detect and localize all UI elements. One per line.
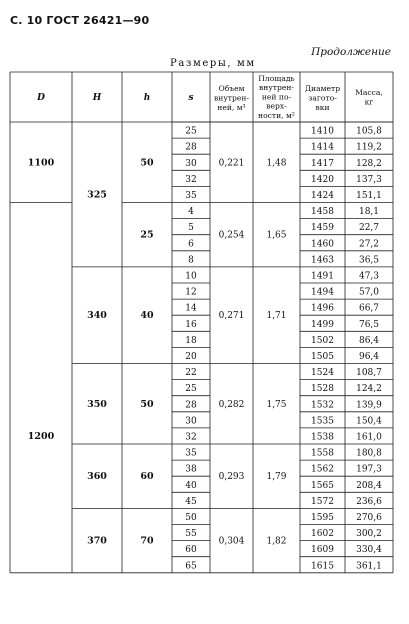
cell-s: 32: [185, 174, 197, 185]
cell-mass: 96,4: [358, 351, 380, 362]
cell-mass: 47,3: [358, 271, 380, 282]
cell-diameter: 1532: [311, 400, 334, 411]
cell-volume: 0,293: [218, 472, 245, 483]
cell-mass: 236,6: [356, 496, 382, 507]
cell-mass: 150,4: [356, 416, 382, 427]
cell-s: 38: [185, 464, 197, 475]
cell-volume: 0,304: [218, 536, 245, 547]
cell-diameter: 1602: [311, 529, 334, 540]
cell-area: 1,48: [266, 158, 287, 169]
cell-mass: 124,2: [356, 384, 382, 395]
header-area: Площадь: [258, 74, 295, 83]
cell-mass: 108,7: [356, 368, 382, 379]
cell-volume: 0,282: [218, 399, 245, 410]
cell-diameter: 1494: [311, 287, 334, 298]
cell-H: 360: [87, 471, 107, 483]
cell-s: 30: [185, 416, 197, 427]
cell-diameter: 1565: [311, 480, 334, 491]
cell-mass: 57,0: [358, 287, 380, 298]
cell-diameter: 1528: [311, 384, 334, 395]
cell-mass: 36,5: [358, 255, 380, 266]
cell-s: 25: [185, 384, 197, 395]
cell-diameter: 1424: [311, 190, 334, 201]
cell-H: 340: [87, 310, 107, 322]
cell-mass: 300,2: [356, 529, 382, 540]
header-volume: Объем: [218, 84, 245, 93]
cell-D: 1200: [27, 430, 55, 442]
header-H: H: [92, 93, 102, 103]
cell-s: 40: [185, 480, 197, 491]
header-diameter: вки: [315, 103, 330, 112]
cell-area: 1,65: [266, 230, 287, 241]
header-diameter: Диаметр: [304, 84, 341, 93]
cell-H: 350: [87, 398, 107, 410]
cell-h: 60: [140, 471, 154, 483]
cell-s: 28: [185, 400, 197, 411]
cell-s: 60: [185, 545, 197, 556]
cell-H: 325: [87, 189, 107, 201]
cell-mass: 119,2: [356, 142, 382, 153]
header-volume: ней, м³: [217, 103, 246, 112]
cell-s: 16: [185, 319, 197, 330]
cell-s: 20: [185, 351, 197, 362]
cell-diameter: 1499: [311, 319, 334, 330]
cell-mass: 22,7: [358, 223, 380, 234]
cell-mass: 66,7: [358, 303, 380, 314]
dimensions-label: Размеры, мм: [170, 58, 256, 69]
cell-diameter: 1410: [311, 126, 334, 137]
cell-mass: 105,8: [356, 126, 382, 137]
cell-diameter: 1615: [311, 561, 334, 572]
cell-volume: 0,271: [218, 311, 245, 322]
cell-mass: 208,4: [356, 480, 382, 491]
cell-s: 25: [185, 126, 197, 137]
cell-diameter: 1538: [311, 432, 334, 443]
cell-diameter: 1417: [311, 158, 334, 169]
cell-diameter: 1491: [311, 271, 334, 282]
cell-diameter: 1562: [311, 464, 334, 475]
cell-s: 4: [188, 207, 194, 218]
header-mass: кг: [364, 97, 374, 107]
cell-h: 50: [140, 398, 154, 410]
header-s: s: [188, 93, 194, 103]
cell-area: 1,82: [266, 536, 287, 547]
header-area: верх-: [266, 101, 287, 111]
cell-diameter: 1414: [311, 142, 334, 153]
cell-diameter: 1459: [311, 223, 334, 234]
cell-diameter: 1558: [311, 448, 334, 459]
cell-mass: 151,1: [356, 190, 382, 201]
header-D: D: [37, 93, 45, 103]
header-area: ней по-: [261, 92, 292, 102]
cell-mass: 139,9: [356, 400, 382, 411]
cell-mass: 330,4: [356, 545, 382, 556]
cell-diameter: 1505: [311, 351, 334, 362]
cell-h: 40: [140, 310, 154, 322]
cell-s: 10: [185, 271, 197, 282]
cell-diameter: 1420: [311, 174, 334, 185]
cell-mass: 128,2: [356, 158, 382, 169]
cell-mass: 197,3: [356, 464, 382, 475]
cell-H: 370: [87, 535, 107, 547]
cell-diameter: 1572: [311, 496, 334, 507]
cell-h: 70: [140, 535, 154, 547]
cell-diameter: 1595: [311, 512, 334, 523]
cell-mass: 161,0: [356, 432, 382, 443]
cell-diameter: 1524: [311, 368, 334, 379]
cell-s: 30: [185, 158, 197, 169]
cell-D: 1100: [27, 157, 55, 169]
cell-mass: 270,6: [356, 512, 382, 523]
cell-s: 8: [188, 255, 194, 266]
header-area: внутрен-: [259, 83, 294, 93]
cell-s: 12: [185, 287, 197, 298]
cell-mass: 137,3: [356, 174, 382, 185]
cell-mass: 86,4: [358, 335, 380, 346]
cell-volume: 0,221: [218, 158, 245, 169]
cell-s: 35: [185, 448, 197, 459]
cell-volume: 0,254: [218, 230, 245, 241]
cell-mass: 361,1: [356, 561, 382, 572]
header-volume: внутрен-: [214, 93, 249, 103]
cell-diameter: 1535: [311, 416, 334, 427]
cell-diameter: 1460: [311, 239, 334, 250]
cell-s: 50: [185, 512, 197, 523]
header-mass: Масса,: [355, 88, 383, 97]
header-diameter: загото-: [308, 93, 337, 103]
cell-s: 45: [185, 496, 197, 507]
cell-s: 14: [185, 303, 197, 314]
cell-s: 5: [188, 223, 194, 234]
cell-diameter: 1458: [311, 207, 334, 218]
cell-area: 1,79: [266, 472, 287, 483]
continuation-label: Продолжение: [311, 46, 391, 58]
cell-s: 18: [185, 335, 197, 346]
cell-diameter: 1496: [311, 303, 334, 314]
cell-s: 35: [185, 190, 197, 201]
cell-h: 50: [140, 157, 154, 169]
cell-h: 25: [140, 229, 154, 241]
cell-mass: 27,2: [358, 239, 380, 250]
cell-mass: 18,1: [358, 207, 380, 218]
header-area: ности, м²: [258, 110, 295, 120]
cell-s: 55: [185, 529, 197, 540]
cell-mass: 180,8: [356, 448, 382, 459]
header-h: h: [143, 93, 151, 103]
cell-diameter: 1609: [311, 545, 334, 556]
cell-mass: 76,5: [358, 319, 380, 330]
cell-diameter: 1502: [311, 335, 334, 346]
cell-area: 1,71: [266, 311, 287, 322]
cell-s: 22: [185, 368, 197, 379]
cell-s: 28: [185, 142, 197, 153]
cell-area: 1,75: [266, 399, 287, 410]
cell-s: 6: [188, 239, 194, 250]
page-header: С. 10 ГОСТ 26421—90: [10, 14, 150, 27]
cell-s: 32: [185, 432, 197, 443]
cell-s: 65: [185, 561, 197, 572]
cell-diameter: 1463: [311, 255, 334, 266]
